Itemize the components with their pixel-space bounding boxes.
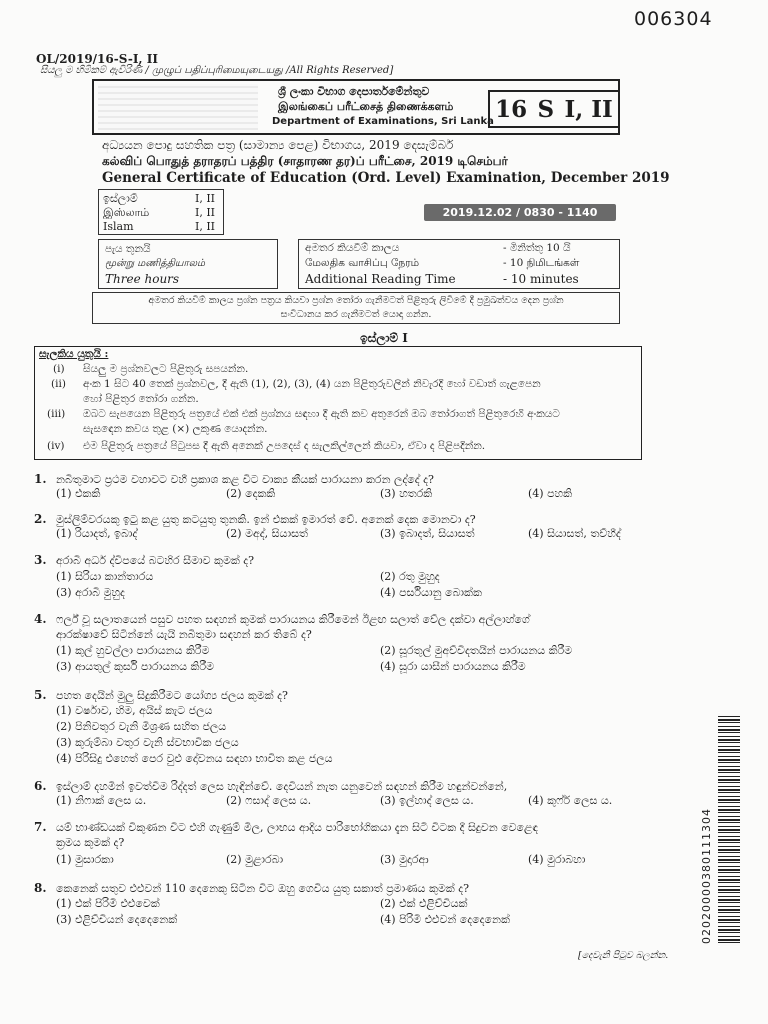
option-2[interactable]: (2) ෆසාද් ලෙස ය. bbox=[226, 794, 312, 807]
option-1[interactable]: (1) එකකි bbox=[56, 487, 101, 500]
dept-english: Department of Examinations, Sri Lanka bbox=[272, 116, 494, 127]
question-number: 6. bbox=[34, 779, 47, 793]
exam-title-english: General Certificate of Education (Ord. Level) Examination, December 2019 bbox=[102, 170, 670, 186]
question-text: මුස්ලිම්වරයකු ඉටු කළ යුතු කටයුතු තුනකි. ඉන් එකක් ඉමාරත් වේ. අනෙක් දෙක මොනවා ද? bbox=[56, 513, 476, 526]
note-line-2: සංවිධානය කර ගැනීමටත් යොදා ගන්න. bbox=[280, 309, 432, 320]
reading-label-english: Additional Reading Time bbox=[305, 272, 456, 286]
question-1 bbox=[34, 472, 724, 506]
subject-part-sinhala: I, II bbox=[195, 192, 216, 205]
barcode-number: 02020000380111304 bbox=[700, 808, 713, 944]
option-2[interactable]: (2) මඅද්, සියාසත් bbox=[226, 527, 308, 540]
question-number: 7. bbox=[34, 820, 47, 834]
reading-label-sinhala: අමතර කියවීම් කාලය bbox=[305, 242, 400, 254]
option-3[interactable]: (3) එළිච්චියන් දෙදෙනෙක් bbox=[56, 913, 178, 926]
serial-number: 006304 bbox=[634, 8, 713, 30]
option-3[interactable]: (3) අරාබි මුහුද bbox=[56, 586, 125, 599]
instruction-text: සියලු ම ප්‍රශ්නවලට පිළිතුරු සපයන්න. bbox=[83, 363, 249, 375]
dept-sinhala: ශ්‍රී ලංකා විභාග දෙපාර්තමේන්තුව bbox=[278, 85, 430, 98]
instructions-heading: සැලකිය යුතුයි : bbox=[39, 348, 109, 360]
option-3[interactable]: (3) කුරුම්බා වතුර වැනි ස්වභාවික ජලය bbox=[56, 736, 239, 749]
question-2 bbox=[34, 512, 724, 546]
question-text: නබිතුමාට ප්‍රථම වහාවට වහී ප්‍රකාශ කළ විට වාක්‍ය කීයක් පාරායනා කරන ලද්දේ ද? bbox=[56, 473, 434, 486]
question-8 bbox=[34, 881, 724, 931]
question-3 bbox=[34, 553, 724, 601]
option-1[interactable]: (1) මුසාරකා bbox=[56, 853, 114, 866]
option-2[interactable]: (2) රතු මුහුද bbox=[380, 570, 440, 583]
barcode bbox=[718, 716, 740, 944]
option-2[interactable]: (2) පිනිවතුර වැනි මිශ්‍රණ සහිත ජලය bbox=[56, 720, 227, 733]
reading-value-tamil: - 10 நிமிடங்கள் bbox=[503, 257, 580, 269]
note-line-1: අමතර කියවීම් කාලය ප්‍රශ්න පත්‍රය කියවා ප්‍රශ්න තෝරා ගැනීමටත් පිළිතුරු ලිවීමේ දී ප්‍රමුඛත්වය දෙන ප්‍රශ්න bbox=[148, 295, 564, 306]
exam-title-sinhala: අධ්‍යයන පොදු සහතික පත්‍ර (සාමාන්‍ය පෙළ) විභාගය, 2019 දෙසැම්බර් bbox=[102, 138, 454, 152]
option-4[interactable]: (4) පර්සියානු බොක්ක bbox=[380, 586, 482, 599]
duration-box bbox=[98, 239, 278, 289]
option-4[interactable]: (4) සියාසත්, තව්හීද් bbox=[528, 527, 621, 540]
question-text: ආරක්ෂාවේ සිටින්නේ යැයි නබිතුමා සඳහන් කර තිබේ ද? bbox=[56, 628, 312, 641]
reading-label-tamil: மேலதிக வாசிப்பு நேரம் bbox=[305, 257, 420, 269]
question-number: 1. bbox=[34, 472, 47, 486]
question-text: ඉස්ලාම් දහමින් ඉවත්වීම රිද්දත් ලෙස හැඳින්වේ. දෙවියන් නැත යනුවෙන් සඳහන් කිරීම හඳුන්වන්නේ, bbox=[56, 780, 508, 793]
instructions-box bbox=[34, 346, 642, 460]
subject-english: Islam bbox=[103, 220, 134, 233]
instruction-num: (i) bbox=[53, 363, 65, 375]
instruction-num: (iii) bbox=[47, 408, 66, 420]
paper-parts: I, II bbox=[564, 95, 613, 123]
option-4[interactable]: (4) මුරාබහා bbox=[528, 853, 586, 866]
turn-page-note: [දෙවැනි පිටුව බලන්න. bbox=[578, 950, 669, 961]
option-3[interactable]: (3) ආයතුල් කුර්සි පාරායනය කිරීම bbox=[56, 660, 214, 673]
reading-value-english: - 10 minutes bbox=[503, 272, 579, 286]
option-4[interactable]: (4) පහකි bbox=[528, 487, 573, 500]
subject-part-tamil: I, II bbox=[195, 206, 216, 219]
option-1[interactable]: (1) සිරියා කාන්තාරය bbox=[56, 570, 154, 583]
option-3[interactable]: (3) ඉබාදත්, සියාසත් bbox=[380, 527, 475, 540]
option-4[interactable]: (4) පිරිසිදු එහෙත් පෙර වුළු දෝවනය සඳහා භාවිත කළ ජලය bbox=[56, 752, 333, 765]
exam-title-tamil: கல்விப் பொதுத் தராதரப் பத்திர (சாதாரண தர)ப் பரீட்சை, 2019 டிசெம்பர் bbox=[102, 154, 508, 168]
option-2[interactable]: (2) සූරතුල් මුඅව්විදතයින් පාරායනය කිරීම bbox=[380, 644, 573, 657]
option-4[interactable]: (4) පිරිමි එළුවන් දෙදෙනෙක් bbox=[380, 913, 510, 926]
part-title: ඉස්ලාම් I bbox=[360, 331, 408, 345]
question-4 bbox=[34, 612, 724, 676]
option-2[interactable]: (2) මුළාරබා bbox=[226, 853, 284, 866]
option-1[interactable]: (1) වර්ෂාව, හිම, අයිස් කැට ජලය bbox=[56, 704, 213, 717]
watermark-background bbox=[98, 84, 258, 130]
dept-tamil: இலங்கைப் பரீட்சைத் திணைக்களம் bbox=[278, 100, 454, 113]
question-7 bbox=[34, 820, 724, 870]
duration-english: Three hours bbox=[105, 272, 180, 286]
question-number: 5. bbox=[34, 688, 47, 702]
paper-number-box bbox=[488, 90, 620, 128]
question-number: 3. bbox=[34, 553, 47, 567]
option-3[interactable]: (3) මුදාරආ bbox=[380, 853, 429, 866]
question-number: 8. bbox=[34, 881, 47, 895]
instruction-text: සැසඳෙන කවය තුළ (×) ලකුණ යොදන්න. bbox=[83, 423, 268, 435]
date-time-badge: 2019.12.02 / 0830 - 1140 bbox=[424, 204, 616, 221]
rights-line: සියලු ම හිමිකම් ඇවිරිණි / முழுப் பதிப்புரிமையுடையது /All Rights Reserved] bbox=[40, 65, 394, 76]
question-text: පහත දෙයින් මුලු සිදුකිරීමට යෝග්‍ය ජලය කුමක් ද? bbox=[56, 689, 288, 702]
reading-value-sinhala: - මිනිත්තු 10 යි bbox=[503, 242, 571, 254]
question-number: 4. bbox=[34, 612, 47, 626]
paper-letter: S bbox=[537, 95, 555, 123]
question-number: 2. bbox=[34, 512, 47, 526]
instruction-text: අංක 1 සිට 40 තෙක් ප්‍රශ්නවල, දී ඇති (1), (2), (3), (4) යන පිළිතුරුවලින් නිවැරදි හෝ වඩාත් ගැළපෙන bbox=[83, 378, 541, 390]
instruction-num: (ii) bbox=[51, 378, 66, 390]
question-text: ෆර්ල් වූ සලාතයෙන් පසුව පහත සඳහන් කුමක් පාරායනය කිරීමෙන් ඊළඟ සලාත් වේල දක්වා අල්ලාහ්ගේ bbox=[56, 613, 530, 626]
instruction-num: (iv) bbox=[47, 440, 65, 452]
subject-box bbox=[98, 189, 224, 235]
option-2[interactable]: (2) එක් එළිච්චියක් bbox=[380, 897, 468, 910]
question-5 bbox=[34, 688, 724, 768]
subject-sinhala: ඉස්ලාම් bbox=[103, 192, 138, 205]
option-1[interactable]: (1) නිෆාක් ලෙස ය. bbox=[56, 794, 147, 807]
reading-time-box bbox=[298, 239, 620, 289]
option-2[interactable]: (2) දෙකකි bbox=[226, 487, 276, 500]
department-box bbox=[92, 79, 620, 135]
option-4[interactable]: (4) කුෆ්ර් ලෙස ය. bbox=[528, 794, 613, 807]
instruction-text: ඔබට සැපයෙන පිළිතුරු පත්‍රයේ එක් එක් ප්‍රශ්නය සඳහා දී ඇති කව අතුරෙන් ඔබ තෝරාගත් පිළිතුරෙහි අංකයට bbox=[83, 408, 560, 420]
question-text: අරාබි අර්ධ ද්වීපයේ බටහිර සීමාව කුමක් ද? bbox=[56, 554, 255, 567]
subject-tamil: இஸ்லாம் bbox=[103, 206, 150, 219]
paper-code: OL/2019/16-S-I, II bbox=[36, 52, 159, 66]
duration-sinhala: පැය තුනයි bbox=[105, 243, 151, 255]
instruction-text: එම පිළිතුරු පත්‍රයේ පිටුපස දී ඇති අනෙක් උපදෙස් ද සැලකිල්ලෙන් කියවා, ඒවා ද පිළිපදින්න. bbox=[83, 440, 486, 452]
option-3[interactable]: (3) ඉල්හාද් ලෙස ය. bbox=[380, 794, 474, 807]
duration-tamil: மூன்று மணித்தியாலம் bbox=[105, 258, 206, 269]
question-text: කෙනෙක් සතුව එළුවන් 110 දෙනෙකු සිටින විට ඔහු ගෙවිය යුතු සකාත් ප්‍රමාණය කුමක් ද? bbox=[56, 882, 470, 895]
option-3[interactable]: (3) හතරකි bbox=[380, 487, 433, 500]
paper-number: 16 bbox=[495, 95, 528, 123]
option-1[interactable]: (1) එක් පිරිමි එළුවෙක් bbox=[56, 897, 160, 910]
question-text: ක්‍රමය කුමක් ද? bbox=[56, 836, 125, 849]
subject-part-english: I, II bbox=[195, 220, 216, 233]
instruction-text: හෝ පිළිතුර තෝරා ගන්න. bbox=[83, 393, 199, 405]
question-6 bbox=[34, 779, 724, 813]
option-4[interactable]: (4) සූරා යාසීන් පාරායනය කිරීම bbox=[380, 660, 526, 673]
question-text: යම් භාණ්ඩයක් විකුණන විට එහි ගැණුම් මිල, ලාභය ආදිය පාරිභෝගිකයා දැන සිටි විටක දී සිදුවන වෙළෙඳ bbox=[56, 821, 539, 834]
note-box bbox=[92, 292, 620, 324]
option-1[interactable]: (1) කුල් හුවල්ලා පාරායනය කිරීම bbox=[56, 644, 210, 657]
option-1[interactable]: (1) රියාදත්, ඉබාද් bbox=[56, 527, 138, 540]
